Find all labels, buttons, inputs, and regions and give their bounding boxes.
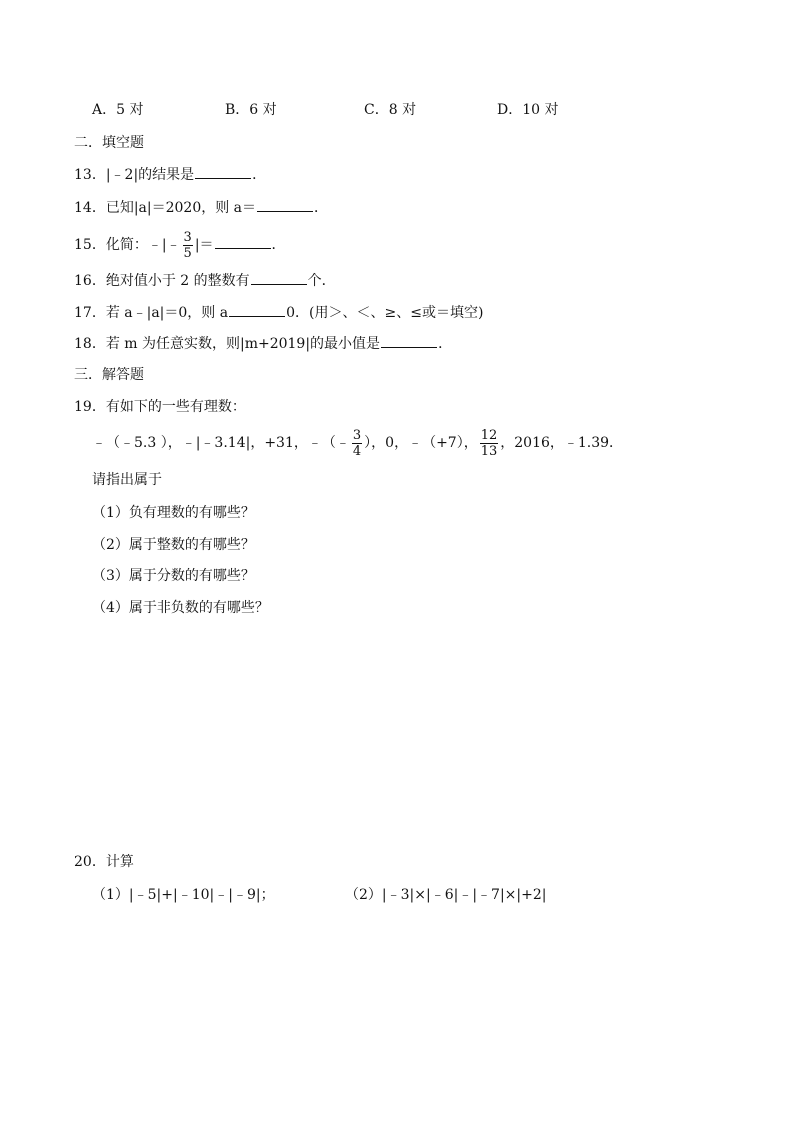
q14-blank [257,197,313,212]
q19-numbers [92,425,623,461]
option-c: C．8 对 [364,102,417,118]
q15-end: ． [271,237,286,253]
q16-text: 16．绝对值小于 2 的整数有 [74,273,250,289]
option-b: B．6 对 [225,102,277,118]
q15-frac-num: 3 [183,229,192,245]
q19-frac1-den: 4 [352,443,362,459]
q19-sub4: （4）属于非负数的有哪些？ [92,600,269,616]
q19-sub1: （1）负有理数的有哪些？ [92,505,255,521]
option-a: A．5 对 [92,102,144,118]
q15-frac-den: 5 [183,245,192,261]
q15-mid: |＝ [194,237,214,253]
option-d: D．10 对 [497,102,559,118]
question-15 [74,228,286,262]
section2-title: 二．填空题 [74,135,144,151]
q19-fraction-1 [352,428,362,459]
q16-end: 个． [307,273,336,289]
q15-text: 15．化简：﹣|﹣ [74,237,181,253]
q15-fraction [183,230,193,261]
section3-title: 三．解答题 [74,367,144,383]
q20-sub2: （2）|﹣3|×|﹣6|﹣|﹣7|×|+2| [345,887,547,903]
q12-options [0,100,794,120]
question-13 [74,164,266,185]
q14-text: 14．已知|a|＝2020，则 a＝ [74,200,257,216]
q20-title: 20．计算 [74,854,134,870]
q17-blank [229,302,285,317]
q18-end: ． [438,336,453,352]
q19-frac2-den: 13 [480,443,498,459]
q20-sub1: （1）|﹣5|+|﹣10|﹣|﹣9|； [92,887,275,903]
question-14 [74,197,328,218]
q19-seg2: ），0，﹣（+7）， [364,435,478,451]
q13-end: ． [252,167,267,183]
question-17 [74,302,483,323]
q15-blank [215,234,271,249]
q19-fraction-2 [480,428,499,459]
q16-blank [251,270,307,285]
q14-end: ． [314,200,329,216]
q19-title: 19．有如下的一些有理数： [74,399,246,415]
q19-prompt: 请指出属于 [92,472,162,488]
question-16 [74,270,336,291]
q19-seg3: ，2016，﹣1.39． [500,435,624,451]
q17-end: 0．(用＞、＜、≥、≤或＝填空) [286,305,484,321]
question-18 [74,333,452,354]
q19-sub3: （3）属于分数的有哪些？ [92,568,255,584]
q19-frac1-num: 3 [352,427,362,443]
q19-frac2-num: 12 [480,427,498,443]
q18-blank [381,333,437,348]
q19-sub2: （2）属于整数的有哪些？ [92,537,255,553]
q13-blank [195,164,251,179]
q17-text: 17．若 a﹣|a|＝0，则 a [74,305,229,321]
q13-text: 13．|﹣2|的结果是 [74,167,195,183]
q19-seg1: ﹣（﹣5.3 ），﹣|﹣3.14|，+31，﹣（﹣ [92,435,350,451]
q18-text: 18．若 m 为任意实数，则|m+2019|的最小值是 [74,336,381,352]
